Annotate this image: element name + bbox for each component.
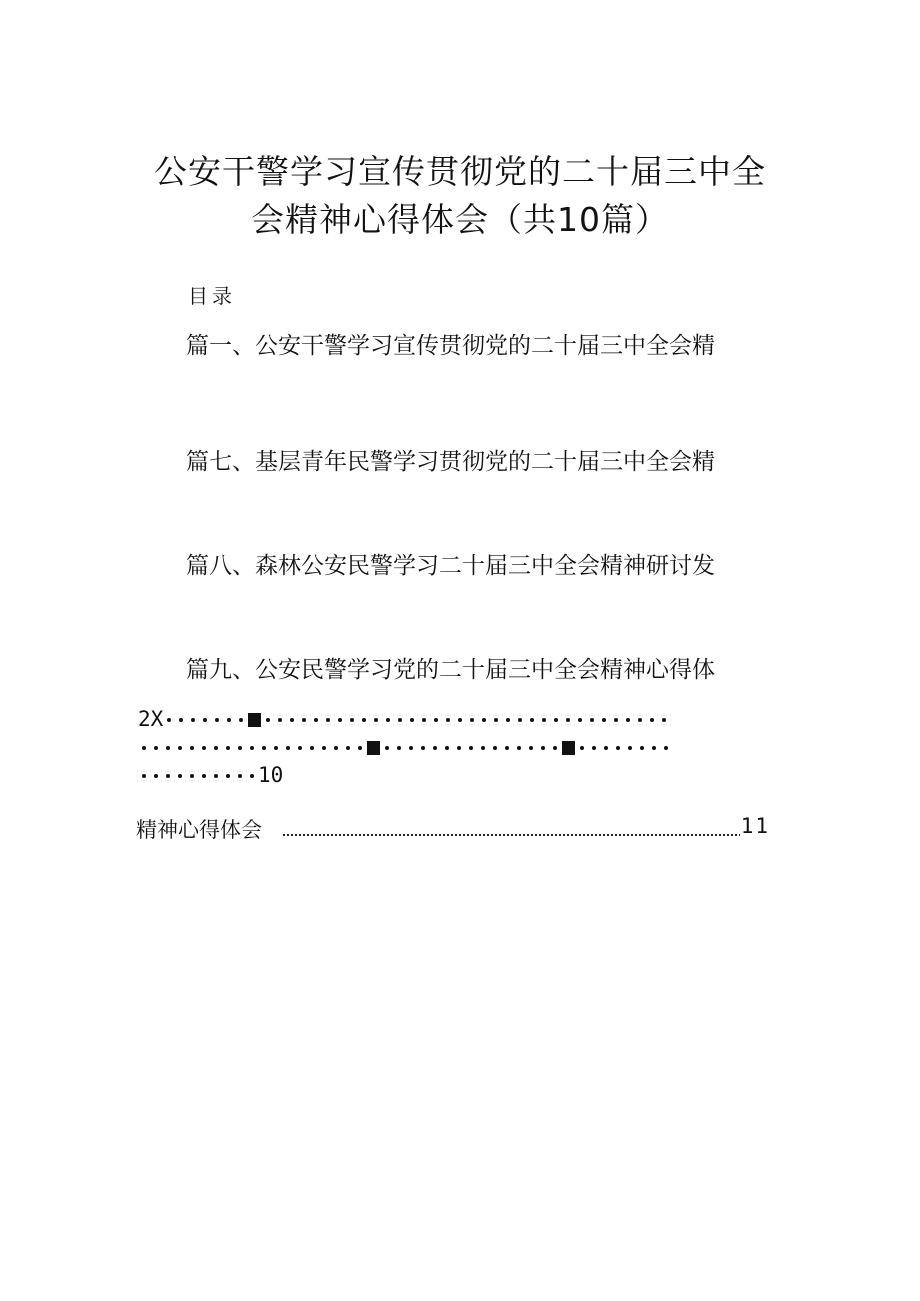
leader-dot-glyph xyxy=(385,746,389,750)
leader-dot-glyph xyxy=(602,718,606,722)
leader-dot-glyph xyxy=(604,746,608,750)
leader-dot-glyph xyxy=(446,718,450,722)
leader-dot-glyph xyxy=(262,746,266,750)
leader-dot-glyph xyxy=(638,718,642,722)
leader-dot-glyph xyxy=(590,718,594,722)
leader-dot-glyph xyxy=(458,718,462,722)
toc-leader-line-1 xyxy=(138,705,778,733)
leader-dot-glyph xyxy=(614,718,618,722)
leader-dot-glyph xyxy=(239,718,243,722)
leader-dot-glyph xyxy=(445,746,449,750)
leader-dot-glyph xyxy=(518,718,522,722)
toc-entry-7[interactable]: 篇七、基层青年民警学习贯彻党的二十届三中全会精 xyxy=(186,449,715,475)
leader-dot-glyph xyxy=(410,718,414,722)
leader-dot-glyph xyxy=(493,746,497,750)
leader-dot-glyph xyxy=(592,746,596,750)
leader-square-glyph xyxy=(248,713,261,727)
leader-dot-glyph xyxy=(226,746,230,750)
leader-dot-glyph xyxy=(215,718,219,722)
leader-dot-glyph xyxy=(202,746,206,750)
leader-dot-glyph xyxy=(580,746,584,750)
leader-dot-glyph xyxy=(553,746,557,750)
leader-dot-glyph xyxy=(178,774,182,778)
leader-dot-glyph xyxy=(409,746,413,750)
leader-dot-glyph xyxy=(298,746,302,750)
leader-dot-glyph xyxy=(190,774,194,778)
leader-dot-glyph xyxy=(266,718,270,722)
leader-dot-glyph xyxy=(214,746,218,750)
leader-dot-glyph xyxy=(142,746,146,750)
leader-dot-glyph xyxy=(214,774,218,778)
leader-dot-glyph xyxy=(530,718,534,722)
toc-leader-line-3 xyxy=(138,761,778,789)
leader-dot-glyph xyxy=(470,718,474,722)
leader-dot-glyph xyxy=(238,746,242,750)
document-title-line-2: 会精神心得体会（共10篇） xyxy=(251,200,669,239)
leader-dot-glyph xyxy=(362,718,366,722)
leader-dot-glyph xyxy=(628,746,632,750)
leader-dot-glyph xyxy=(302,718,306,722)
leader-dot-glyph xyxy=(250,746,254,750)
leader-dot-glyph xyxy=(542,718,546,722)
toc-entry-9-page: 10 xyxy=(258,763,284,787)
leader-dot-glyph xyxy=(167,718,171,722)
leader-dot-glyph xyxy=(190,746,194,750)
leader-dot-glyph xyxy=(166,774,170,778)
leader-square-glyph xyxy=(562,741,575,755)
leader-dot-glyph xyxy=(422,718,426,722)
leader-dot-glyph xyxy=(481,746,485,750)
leader-dot-glyph xyxy=(433,746,437,750)
leader-dot-glyph xyxy=(517,746,521,750)
leader-dot-glyph xyxy=(358,746,362,750)
leader-dot-glyph xyxy=(250,774,254,778)
leader-dot-glyph xyxy=(434,718,438,722)
leader-dot-glyph xyxy=(457,746,461,750)
leader-dot-glyph xyxy=(226,774,230,778)
leader-dot-glyph xyxy=(505,746,509,750)
toc-entry-8[interactable]: 篇八、森林公安民警学习二十届三中全会精神研讨发 xyxy=(186,553,715,579)
toc-entry-9[interactable]: 篇九、公安民警学习党的二十届三中全会精神心得体 xyxy=(186,657,715,683)
leader-dot-glyph xyxy=(278,718,282,722)
leader-dot-glyph xyxy=(398,718,402,722)
leader-dot-glyph xyxy=(494,718,498,722)
leader-dot-glyph xyxy=(314,718,318,722)
leader-dot-glyph xyxy=(650,718,654,722)
leader-dot-glyph xyxy=(662,718,666,722)
leader-dot-glyph xyxy=(322,746,326,750)
leader-dot-glyph xyxy=(154,746,158,750)
leader-dot-glyph xyxy=(386,718,390,722)
leader-dot-glyph xyxy=(529,746,533,750)
leader-dot-glyph xyxy=(350,718,354,722)
leader-dot-glyph xyxy=(338,718,342,722)
leader-dot-glyph xyxy=(286,746,290,750)
leader-dot-glyph xyxy=(238,774,242,778)
leader-dot-glyph xyxy=(506,718,510,722)
leader-dot-glyph xyxy=(142,774,146,778)
toc-dot-leader xyxy=(282,834,740,836)
toc-entry-last-title: 精神心得体会 xyxy=(136,818,262,842)
leader-dot-glyph xyxy=(554,718,558,722)
toc-entry-last-page: 11 xyxy=(740,814,770,838)
leader-dot-glyph xyxy=(626,718,630,722)
leader-dot-glyph xyxy=(469,746,473,750)
leader-dot-glyph xyxy=(421,746,425,750)
leader-dot-glyph xyxy=(191,718,195,722)
toc-entry-1[interactable]: 篇一、公安干警学习宣传贯彻党的二十届三中全会精 xyxy=(186,333,715,359)
garbled-prefix: 2X xyxy=(138,707,164,731)
leader-dot-glyph xyxy=(166,746,170,750)
leader-dot-glyph xyxy=(290,718,294,722)
leader-dot-glyph xyxy=(616,746,620,750)
leader-dot-glyph xyxy=(541,746,545,750)
toc-leader-line-2 xyxy=(138,733,778,761)
leader-dot-glyph xyxy=(310,746,314,750)
leader-dot-glyph xyxy=(397,746,401,750)
leader-dot-glyph xyxy=(203,718,207,722)
toc-heading: 目录 xyxy=(188,284,236,308)
leader-dot-glyph xyxy=(640,746,644,750)
leader-dot-glyph xyxy=(202,774,206,778)
leader-dot-glyph xyxy=(179,718,183,722)
leader-dot-glyph xyxy=(178,746,182,750)
document-title-line-1: 公安干警学习宣传贯彻党的二十届三中全 xyxy=(154,152,766,191)
leader-dot-glyph xyxy=(334,746,338,750)
leader-dot-glyph xyxy=(664,746,668,750)
leader-dot-glyph xyxy=(578,718,582,722)
leader-dot-glyph xyxy=(482,718,486,722)
leader-dot-glyph xyxy=(274,746,278,750)
leader-square-glyph xyxy=(367,741,380,755)
leader-dot-glyph xyxy=(652,746,656,750)
leader-dot-glyph xyxy=(227,718,231,722)
leader-dot-glyph xyxy=(154,774,158,778)
leader-dot-glyph xyxy=(566,718,570,722)
leader-dot-glyph xyxy=(326,718,330,722)
toc-entry-last[interactable] xyxy=(136,814,776,846)
leader-dot-glyph xyxy=(374,718,378,722)
leader-dot-glyph xyxy=(346,746,350,750)
